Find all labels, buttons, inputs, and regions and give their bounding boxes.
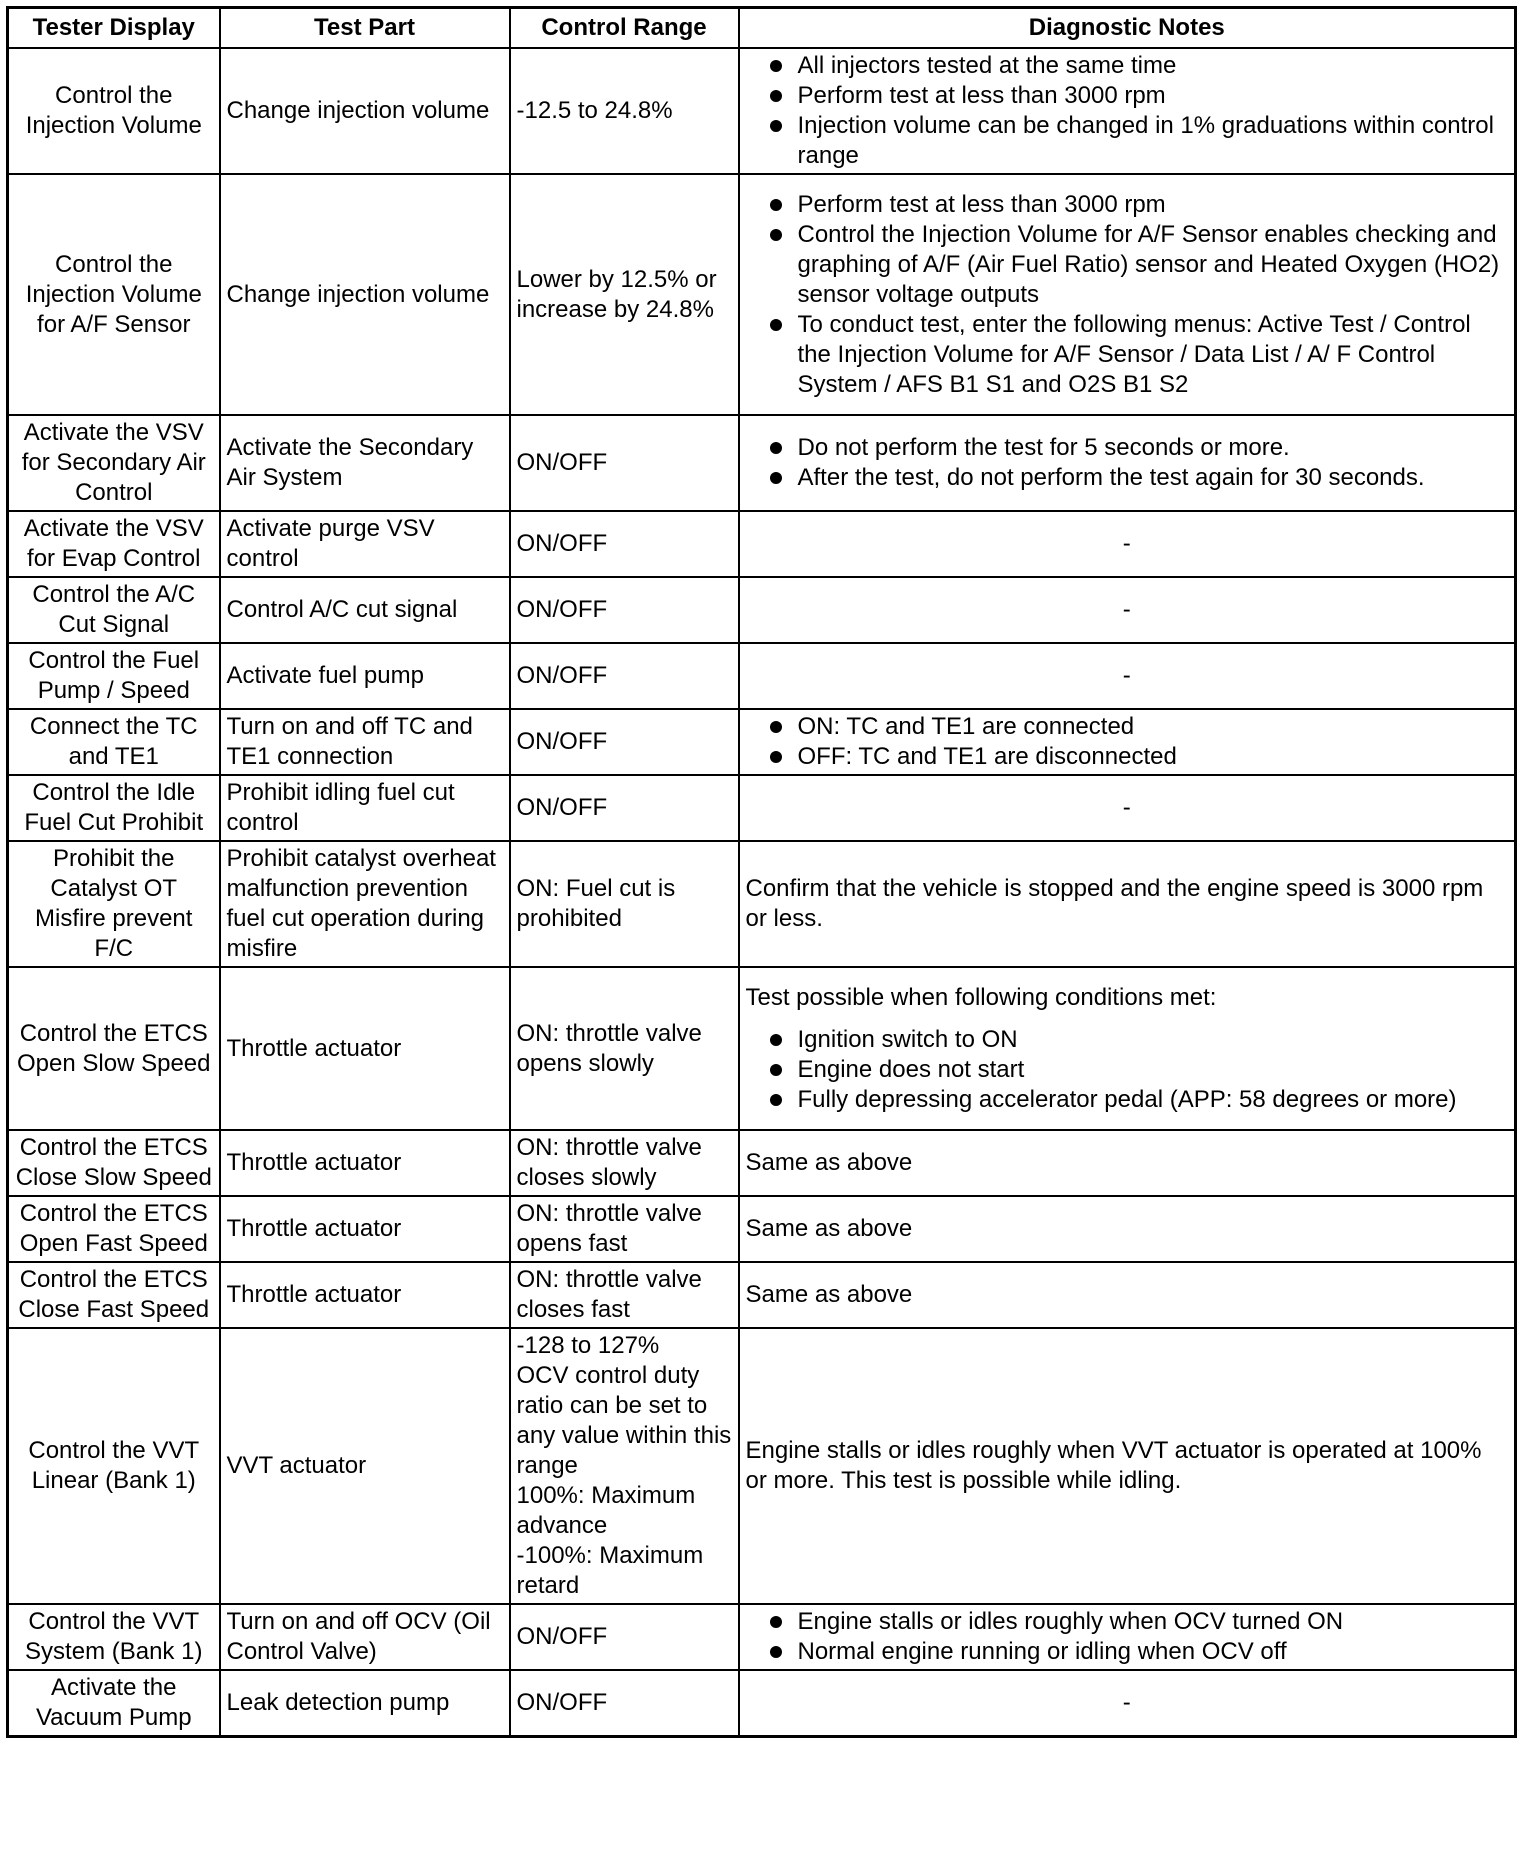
tester-display-cell: Control the Idle Fuel Cut Prohibit xyxy=(8,775,220,841)
diagnostic-notes-cell xyxy=(739,967,1516,1130)
notes-empty-dash: - xyxy=(1122,1689,1131,1716)
control-range-cell: ON: Fuel cut is prohibited xyxy=(510,841,739,967)
notes-text: Confirm that the vehicle is stopped and the engine speed is 3000 rpm or less. xyxy=(745,875,1484,932)
control-range-cell: ON/OFF xyxy=(510,709,739,775)
table-row xyxy=(8,709,1516,775)
test-part-cell: VVT actuator xyxy=(220,1328,510,1604)
notes-empty-dash: - xyxy=(1122,596,1131,623)
notes-text: Same as above xyxy=(745,1281,913,1308)
control-range-cell: -12.5 to 24.8% xyxy=(510,48,739,174)
notes-list-item: Engine stalls or idles roughly when OCV turned ON xyxy=(746,1607,1509,1637)
diagnostic-notes-cell xyxy=(739,643,1516,709)
notes-list-item: Control the Injection Volume for A/F Sensor enables checking and graphing of A/F (Air Fuel Ratio) sensor and Heated Oxygen (HO2) sensor voltage outputs xyxy=(746,220,1509,310)
table-row xyxy=(8,643,1516,709)
table-row xyxy=(8,775,1516,841)
diagnostic-notes-cell xyxy=(739,174,1516,415)
notes-text: Same as above xyxy=(745,1215,913,1242)
notes-list-item: Normal engine running or idling when OCV off xyxy=(746,1637,1509,1667)
table-body xyxy=(8,48,1516,1737)
tester-display-cell: Control the ETCS Close Fast Speed xyxy=(8,1262,220,1328)
notes-list xyxy=(746,712,1509,772)
diagnostic-notes-cell xyxy=(739,48,1516,174)
notes-list-item: Engine does not start xyxy=(746,1055,1509,1085)
test-part-cell: Throttle actuator xyxy=(220,1262,510,1328)
control-range-cell: ON/OFF xyxy=(510,1670,739,1737)
notes-list-item: Perform test at less than 3000 rpm xyxy=(746,81,1509,111)
control-range-cell: Lower by 12.5% or increase by 24.8% xyxy=(510,174,739,415)
notes-list xyxy=(746,190,1509,400)
notes-list-item: Do not perform the test for 5 seconds or more. xyxy=(746,433,1509,463)
table-row xyxy=(8,1196,1516,1262)
test-part-cell: Leak detection pump xyxy=(220,1670,510,1737)
test-part-cell: Activate the Secondary Air System xyxy=(220,415,510,511)
diagnostic-notes-cell xyxy=(739,1130,1516,1196)
notes-text: Same as above xyxy=(745,1149,913,1176)
test-part-cell: Activate purge VSV control xyxy=(220,511,510,577)
table-row xyxy=(8,1670,1516,1737)
test-part-cell: Turn on and off OCV (Oil Control Valve) xyxy=(220,1604,510,1670)
header-diagnostic-notes: Diagnostic Notes xyxy=(739,8,1516,49)
tester-display-cell: Activate the Vacuum Pump xyxy=(8,1670,220,1737)
notes-list xyxy=(746,1025,1509,1115)
diagnostic-notes-cell xyxy=(739,511,1516,577)
control-range-cell: ON/OFF xyxy=(510,775,739,841)
diagnostic-notes-cell xyxy=(739,775,1516,841)
notes-list-item: OFF: TC and TE1 are disconnected xyxy=(746,742,1509,772)
control-range-cell: ON/OFF xyxy=(510,577,739,643)
test-part-cell: Prohibit catalyst overheat malfunction prevention fuel cut operation during misfire xyxy=(220,841,510,967)
tester-display-cell: Activate the VSV for Evap Control xyxy=(8,511,220,577)
diagnostic-notes-cell xyxy=(739,841,1516,967)
tester-display-cell: Control the VVT System (Bank 1) xyxy=(8,1604,220,1670)
notes-list-item: Perform test at less than 3000 rpm xyxy=(746,190,1509,220)
table-row xyxy=(8,577,1516,643)
table-row xyxy=(8,1130,1516,1196)
notes-empty-dash: - xyxy=(1122,662,1131,689)
tester-display-cell: Control the ETCS Close Slow Speed xyxy=(8,1130,220,1196)
table-row xyxy=(8,511,1516,577)
notes-list-item: All injectors tested at the same time xyxy=(746,51,1509,81)
diagnostic-notes-cell xyxy=(739,1328,1516,1604)
header-control-range: Control Range xyxy=(510,8,739,49)
tester-display-cell: Control the VVT Linear (Bank 1) xyxy=(8,1328,220,1604)
control-range-cell: ON/OFF xyxy=(510,1604,739,1670)
notes-list xyxy=(746,51,1509,171)
test-part-cell: Change injection volume xyxy=(220,174,510,415)
notes-list-item: Injection volume can be changed in 1% graduations within control range xyxy=(746,111,1509,171)
table-row xyxy=(8,1604,1516,1670)
control-range-cell: -128 to 127% OCV control duty ratio can be set to any value within this range 100%: Maximum advance -100%: Maximum retard xyxy=(510,1328,739,1604)
test-part-cell: Prohibit idling fuel cut control xyxy=(220,775,510,841)
control-range-cell: ON/OFF xyxy=(510,415,739,511)
control-range-cell: ON: throttle valve closes fast xyxy=(510,1262,739,1328)
table-row xyxy=(8,174,1516,415)
test-part-cell: Turn on and off TC and TE1 connection xyxy=(220,709,510,775)
notes-list-item: Fully depressing accelerator pedal (APP: 58 degrees or more) xyxy=(746,1085,1509,1115)
control-range-cell: ON/OFF xyxy=(510,511,739,577)
notes-list-item: After the test, do not perform the test again for 30 seconds. xyxy=(746,463,1509,493)
diagnostic-notes-cell xyxy=(739,1196,1516,1262)
table-row xyxy=(8,48,1516,174)
tester-display-cell: Connect the TC and TE1 xyxy=(8,709,220,775)
tester-display-cell: Control the ETCS Open Slow Speed xyxy=(8,967,220,1130)
notes-list xyxy=(746,433,1509,493)
notes-intro: Test possible when following conditions met: xyxy=(745,983,1217,1011)
test-part-cell: Control A/C cut signal xyxy=(220,577,510,643)
tester-display-cell: Control the Fuel Pump / Speed xyxy=(8,643,220,709)
notes-list xyxy=(746,1607,1509,1667)
test-part-cell: Throttle actuator xyxy=(220,967,510,1130)
control-range-cell: ON: throttle valve closes slowly xyxy=(510,1130,739,1196)
header-test-part: Test Part xyxy=(220,8,510,49)
table-row xyxy=(8,841,1516,967)
diagnostic-notes-cell xyxy=(739,577,1516,643)
diagnostic-notes-cell xyxy=(739,1262,1516,1328)
table-row xyxy=(8,1262,1516,1328)
tester-display-cell: Control the Injection Volume xyxy=(8,48,220,174)
table-row xyxy=(8,415,1516,511)
test-part-cell: Change injection volume xyxy=(220,48,510,174)
diagnostic-notes-cell xyxy=(739,709,1516,775)
tester-display-cell: Control the A/C Cut Signal xyxy=(8,577,220,643)
header-tester-display: Tester Display xyxy=(8,8,220,49)
notes-empty-dash: - xyxy=(1122,794,1131,821)
test-part-cell: Activate fuel pump xyxy=(220,643,510,709)
diagnostic-notes-cell xyxy=(739,1604,1516,1670)
active-test-table xyxy=(6,6,1517,1738)
control-range-cell: ON: throttle valve opens slowly xyxy=(510,967,739,1130)
control-range-cell: ON/OFF xyxy=(510,643,739,709)
notes-list-item: Ignition switch to ON xyxy=(746,1025,1509,1055)
tester-display-cell: Control the Injection Volume for A/F Sensor xyxy=(8,174,220,415)
notes-empty-dash: - xyxy=(1122,530,1131,557)
tester-display-cell: Control the ETCS Open Fast Speed xyxy=(8,1196,220,1262)
notes-list-item: To conduct test, enter the following menus: Active Test / Control the Injection Volume for A/F Sensor / Data List / A/ F Control System / AFS B1 S1 and O2S B1 S2 xyxy=(746,310,1509,400)
header-row xyxy=(8,8,1516,49)
tester-display-cell: Prohibit the Catalyst OT Misfire prevent F/C xyxy=(8,841,220,967)
test-part-cell: Throttle actuator xyxy=(220,1196,510,1262)
tester-display-cell: Activate the VSV for Secondary Air Control xyxy=(8,415,220,511)
test-part-cell: Throttle actuator xyxy=(220,1130,510,1196)
notes-list-item: ON: TC and TE1 are connected xyxy=(746,712,1509,742)
notes-text: Engine stalls or idles roughly when VVT actuator is operated at 100% or more. This test is possible while idling. xyxy=(745,1437,1482,1494)
diagnostic-notes-cell xyxy=(739,415,1516,511)
control-range-cell: ON: throttle valve opens fast xyxy=(510,1196,739,1262)
table-row xyxy=(8,967,1516,1130)
diagnostic-notes-cell xyxy=(739,1670,1516,1737)
table-row xyxy=(8,1328,1516,1604)
